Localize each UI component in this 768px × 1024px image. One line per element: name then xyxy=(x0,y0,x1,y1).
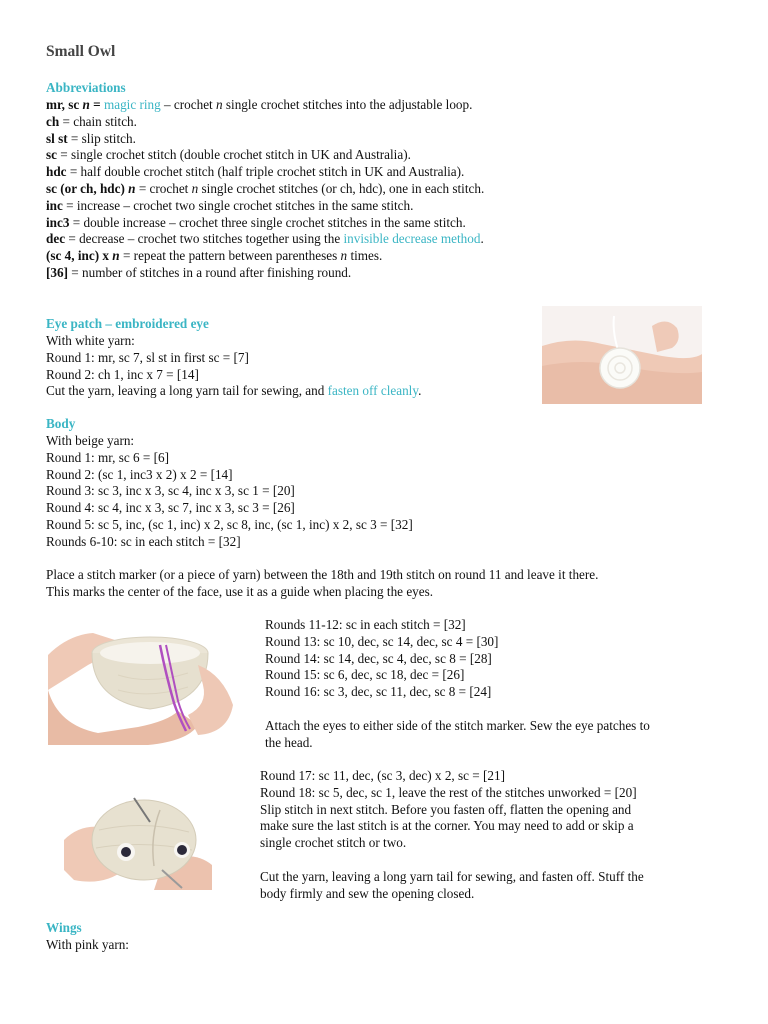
page-title: Small Owl xyxy=(46,43,116,60)
abbr-ch: ch = chain stitch. xyxy=(46,113,137,129)
stitch-marker-paragraph: Place a stitch marker (or a piece of yarn) between the 18th and 19th stitch on round 11 and leave it there. This marks the center of the face, use it as a guide when placing the eyes. xyxy=(46,567,599,599)
body-sewing-photo xyxy=(64,770,212,890)
abbr-repeat: (sc 4, inc) x n = repeat the pattern between parentheses n times. xyxy=(46,248,383,264)
body-line: Round 3: sc 3, inc x 3, sc 4, inc x 3, sc 1 = [20] xyxy=(46,483,295,499)
rounds-11-16: Rounds 11-12: sc in each stitch = [32] Round 13: sc 10, dec, sc 14, dec, sc 4 = [30] Round 14: sc 14, dec, sc 4, dec, sc 8 = [28] Round 15: sc 6, dec, sc 18, dec = [26] Round 16: sc 3, dec, sc 11, dec, sc 8 = [24] xyxy=(265,617,499,700)
abbreviations-heading: Abbreviations xyxy=(46,80,126,95)
eye-line: Round 2: ch 1, inc x 7 = [14] xyxy=(46,366,199,382)
abbr-mr: mr, sc n = magic ring – crochet n single crochet stitches into the adjustable loop. xyxy=(46,97,473,112)
abbreviations-list xyxy=(46,97,484,282)
body-line: Round 2: (sc 1, inc3 x 2) x 2 = [14] xyxy=(46,466,233,482)
invisible-decrease-link[interactable]: invisible decrease method xyxy=(343,231,481,247)
cut-yarn-paragraph: Cut the yarn, leaving a long yarn tail for sewing, and fasten off. Stuff the body firmly and sew the opening closed. xyxy=(260,869,644,901)
wings-heading: Wings xyxy=(46,920,82,935)
body-heading: Body xyxy=(46,416,76,431)
abbr-inc: inc = increase – crochet two single crochet stitches in the same stitch. xyxy=(46,197,414,213)
abbr-sc: sc = single crochet stitch (double crochet stitch in UK and Australia). xyxy=(46,147,411,163)
abbr-count: [36] = number of stitches in a round after finishing round. xyxy=(46,264,352,280)
body-line: Round 4: sc 4, inc x 3, sc 7, inc x 3, sc 3 = [26] xyxy=(46,500,295,516)
eye-patch-instructions xyxy=(46,333,421,400)
abbr-inc3: inc3 = double increase – crochet three single crochet stitches in the same stitch. xyxy=(46,214,466,230)
abbr-sc-n: sc (or ch, hdc) n = crochet n single crochet stitches (or ch, hdc), one in each stitch. xyxy=(46,180,485,196)
eye-line: With white yarn: xyxy=(46,333,135,348)
eye-cut-line: Cut the yarn, leaving a long yarn tail for sewing, and fasten off cleanly. xyxy=(46,383,422,399)
eye-line: Round 1: mr, sc 7, sl st in first sc = [7] xyxy=(46,349,249,365)
abbr-sl-st: sl st = slip stitch. xyxy=(46,130,136,146)
wings-instructions: With pink yarn: xyxy=(46,937,129,952)
body-line: With beige yarn: xyxy=(46,433,135,448)
rounds-17-18: Round 17: sc 11, dec, (sc 3, dec) x 2, sc = [21] Round 18: sc 5, dec, sc 1, leave the rest of the stitches unworked = [20] Slip stitch in next stitch. Before you fasten off, flatten the opening and make sure the last stitch is at the corner. You may need to add or skip a single crochet stitch or two. xyxy=(260,768,637,851)
body-line: Round 1: mr, sc 6 = [6] xyxy=(46,449,170,465)
body-instructions xyxy=(46,433,413,551)
magic-ring-link[interactable]: magic ring xyxy=(103,97,161,112)
eye-patch-photo xyxy=(542,306,702,404)
body-marker-photo xyxy=(48,615,254,745)
body-line: Rounds 6-10: sc in each stitch = [32] xyxy=(46,533,241,549)
fasten-off-cleanly-link[interactable]: fasten off cleanly xyxy=(327,383,419,399)
body-line: Round 5: sc 5, inc, (sc 1, inc) x 2, sc 8, inc, (sc 1, inc) x 2, sc 3 = [32] xyxy=(46,516,413,532)
abbr-dec: dec = decrease – crochet two stitches together using the invisible decrease method. xyxy=(46,231,484,247)
eye-patch-heading: Eye patch – embroidered eye xyxy=(46,316,209,331)
attach-eyes-paragraph: Attach the eyes to either side of the stitch marker. Sew the eye patches to the head. xyxy=(265,718,650,750)
abbr-hdc: hdc = half double crochet stitch (half triple crochet stitch in UK and Australia). xyxy=(46,164,465,180)
